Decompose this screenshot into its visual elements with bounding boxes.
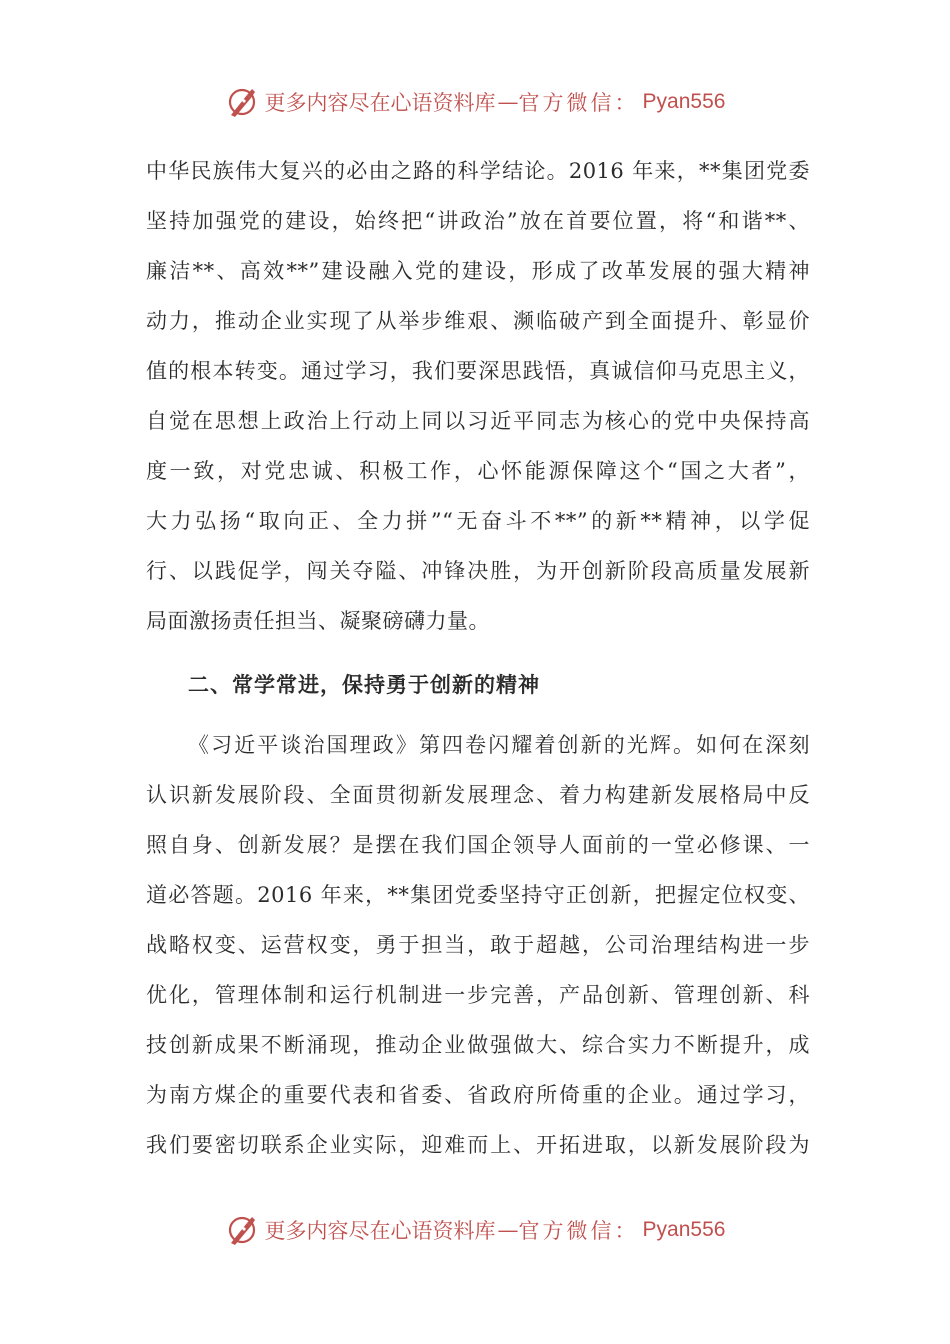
- banner-wechat-label: 官方微信：: [518, 1219, 639, 1243]
- text-line: 局面激扬责任担当、凝聚磅礴力量。: [146, 609, 490, 633]
- text-line: 技创新成果不断涌现，推动企业做强做大、综合实力不断提升，成: [146, 1033, 810, 1057]
- banner-wechat-id: Pyan556: [642, 90, 726, 113]
- banner-separator: —: [497, 90, 517, 114]
- paragraph-1: [146, 146, 810, 646]
- text-line: 照自身、创新发展？是摆在我们国企领导人面前的一堂必修课、一: [146, 833, 810, 857]
- text-line: 坚持加强党的建设，始终把“讲政治”放在首要位置，将“和谐**、: [146, 209, 810, 233]
- text-line: 优化，管理体制和运行机制进一步完善，产品创新、管理创新、科: [146, 983, 810, 1007]
- text-line: 大力弘扬“取向正、全力拼”“无奋斗不**”的新**精神，以学促: [146, 509, 810, 533]
- document-body: [146, 146, 810, 1170]
- paragraph-2: [146, 720, 810, 1170]
- text-line: 为南方煤企的重要代表和省委、省政府所倚重的企业。通过学习，: [146, 1083, 810, 1107]
- footer-watermark-banner: [0, 1210, 950, 1250]
- text-line: 度一致，对党忠诚、积极工作，心怀能源保障这个“国之大者”，: [146, 459, 810, 483]
- text-line: 战略权变、运营权变，勇于担当，敢于超越，公司治理结构进一步: [146, 933, 810, 957]
- banner-site-text: 更多内容尽在心语资料库: [264, 91, 496, 115]
- paragraph-spacer: [146, 708, 810, 720]
- text-line: 行、以践促学，闯关夺隘、冲锋决胜，为开创新阶段高质量发展新: [146, 559, 810, 583]
- text-line: 《习近平谈治国理政》第四卷闪耀着创新的光辉。如何在深刻: [188, 733, 810, 757]
- text-line: 廉洁**、高效**”建设融入党的建设，形成了改革发展的强大精神: [146, 259, 810, 283]
- section-heading: 二、常学常进，保持勇于创新的精神: [188, 673, 540, 697]
- header-watermark-banner: [0, 82, 950, 122]
- banner-wechat-label: 官方微信：: [518, 91, 639, 115]
- text-line: 中华民族伟大复兴的必由之路的科学结论。2016 年来，**集团党委: [146, 159, 810, 183]
- pen-nib-circle-logo-icon: [225, 1213, 259, 1247]
- banner-separator: —: [497, 1218, 517, 1242]
- text-line: 自觉在思想上政治上行动上同以习近平同志为核心的党中央保持高: [146, 409, 810, 433]
- banner-wechat-id: Pyan556: [642, 1218, 726, 1241]
- text-line: 道必答题。2016 年来，**集团党委坚持守正创新，把握定位权变、: [146, 883, 810, 907]
- text-line: 值的根本转变。通过学习，我们要深思践悟，真诚信仰马克思主义，: [146, 359, 810, 383]
- pen-nib-circle-logo-icon: [225, 85, 259, 119]
- banner-site-text: 更多内容尽在心语资料库: [264, 1219, 496, 1243]
- text-line: 我们要密切联系企业实际，迎难而上、开拓进取，以新发展阶段为: [146, 1133, 810, 1157]
- text-line: 动力，推动企业实现了从举步维艰、濒临破产到全面提升、彰显价: [146, 309, 810, 333]
- text-line: 认识新发展阶段、全面贯彻新发展理念、着力构建新发展格局中反: [146, 783, 810, 807]
